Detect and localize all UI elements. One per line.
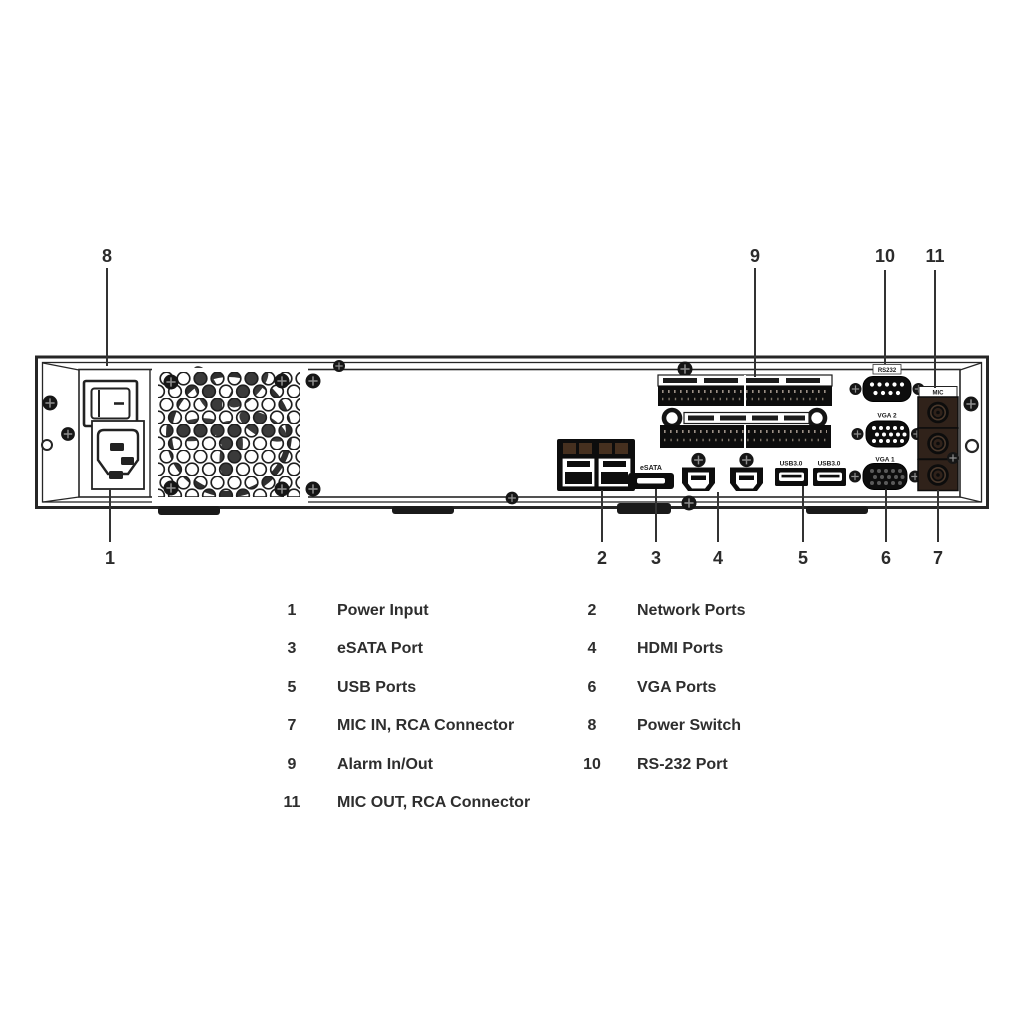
legend-num: 2: [587, 602, 597, 619]
callout-number-3: 3: [650, 548, 662, 568]
screw-icon: [43, 396, 58, 411]
rj45-port-1: [562, 458, 595, 487]
callout-number-6: 6: [880, 548, 892, 568]
legend-row: [277, 602, 429, 620]
legend-row: [578, 756, 728, 774]
legend-label: Power Input: [337, 602, 429, 619]
screw-icon: [275, 482, 290, 497]
legend-num: 5: [287, 679, 297, 696]
screw-icon: [691, 453, 705, 467]
legend-row: [277, 717, 514, 735]
legend-row: [277, 640, 423, 658]
legend-row: [578, 717, 741, 735]
cooling-fan: [152, 362, 321, 504]
legend-label: RS-232 Port: [637, 756, 728, 773]
legend-num: 9: [287, 756, 297, 773]
legend-num: 10: [583, 756, 601, 773]
legend-row: [578, 602, 745, 620]
usb2-label: USB3.0: [817, 460, 841, 468]
legend-num: 11: [283, 794, 301, 811]
screw-icon: [682, 496, 697, 511]
legend-row: [277, 756, 433, 774]
mic-rca-connectors: [918, 387, 959, 491]
vga2-label: VGA 2: [877, 412, 897, 420]
fan-grille-holes: [158, 372, 300, 497]
legend-label: Network Ports: [637, 602, 746, 619]
standoff-nut: [664, 410, 680, 426]
mic-label: MIC: [932, 390, 944, 397]
rubber-foot: [158, 506, 220, 515]
network-ports: [557, 439, 635, 491]
legend-label: Alarm In/Out: [337, 756, 434, 773]
legend-label: MIC IN, RCA Connector: [337, 717, 515, 734]
legend-row: [578, 679, 716, 697]
screw-icon: [61, 427, 75, 441]
mount-hole: [966, 440, 978, 452]
rca-connector: [918, 397, 958, 428]
legend-num: 1: [287, 602, 297, 619]
screw-icon: [678, 362, 693, 377]
screw-icon: [306, 374, 321, 389]
legend-num: 8: [587, 717, 597, 734]
usb1-label: USB3.0: [779, 460, 803, 468]
rs232-label: RS232: [877, 367, 897, 374]
legend-label: MIC OUT, RCA Connector: [337, 794, 531, 811]
callout-number-1: 1: [104, 548, 116, 568]
rubber-foot: [806, 506, 868, 514]
callout-number-10: 10: [874, 246, 896, 266]
legend-row: [578, 640, 723, 658]
alarm-terminal-block-2: [660, 410, 831, 448]
rubber-foot: [617, 503, 671, 514]
legend-label: HDMI Ports: [637, 640, 724, 657]
mount-hole: [42, 440, 52, 450]
vga1-label: VGA 1: [875, 456, 895, 464]
screw-icon: [164, 375, 179, 390]
esata-label: eSATA: [640, 465, 662, 472]
screw-icon: [964, 397, 979, 412]
screw-icon: [333, 360, 345, 372]
legend-row: [277, 794, 530, 812]
power-switch: [84, 381, 137, 426]
screw-icon: [164, 481, 179, 496]
legend-row: [277, 679, 416, 697]
callout-number-4: 4: [712, 548, 724, 568]
callout-number-9: 9: [749, 246, 761, 266]
screw-icon: [852, 428, 864, 440]
screw-icon: [306, 482, 321, 497]
legend-num: 7: [287, 717, 297, 734]
rj45-port-2: [598, 458, 631, 487]
callout-number-11: 11: [925, 246, 945, 266]
legend-label: eSATA Port: [337, 640, 423, 657]
screw-icon: [850, 383, 862, 395]
screw-icon: [739, 453, 753, 467]
legend-num: 6: [587, 679, 597, 696]
screw-icon: [947, 452, 959, 464]
screw-icon: [506, 492, 519, 505]
screw-icon: [849, 471, 861, 483]
legend-label: USB Ports: [337, 679, 417, 696]
legend-label: Power Switch: [637, 717, 742, 734]
legend-label: VGA Ports: [637, 679, 717, 696]
power-input: [92, 421, 144, 489]
callout-number-7: 7: [932, 548, 944, 568]
callout-number-8: 8: [101, 246, 113, 266]
rubber-foot: [392, 506, 454, 514]
standoff-nut: [809, 410, 825, 426]
screw-icon: [275, 374, 290, 389]
legend-num: 4: [587, 640, 597, 657]
legend-num: 3: [287, 640, 297, 657]
callout-number-2: 2: [596, 548, 608, 568]
rca-connector: [918, 460, 958, 491]
alarm-terminal-block-1: [658, 375, 832, 406]
callout-number-5: 5: [797, 548, 809, 568]
